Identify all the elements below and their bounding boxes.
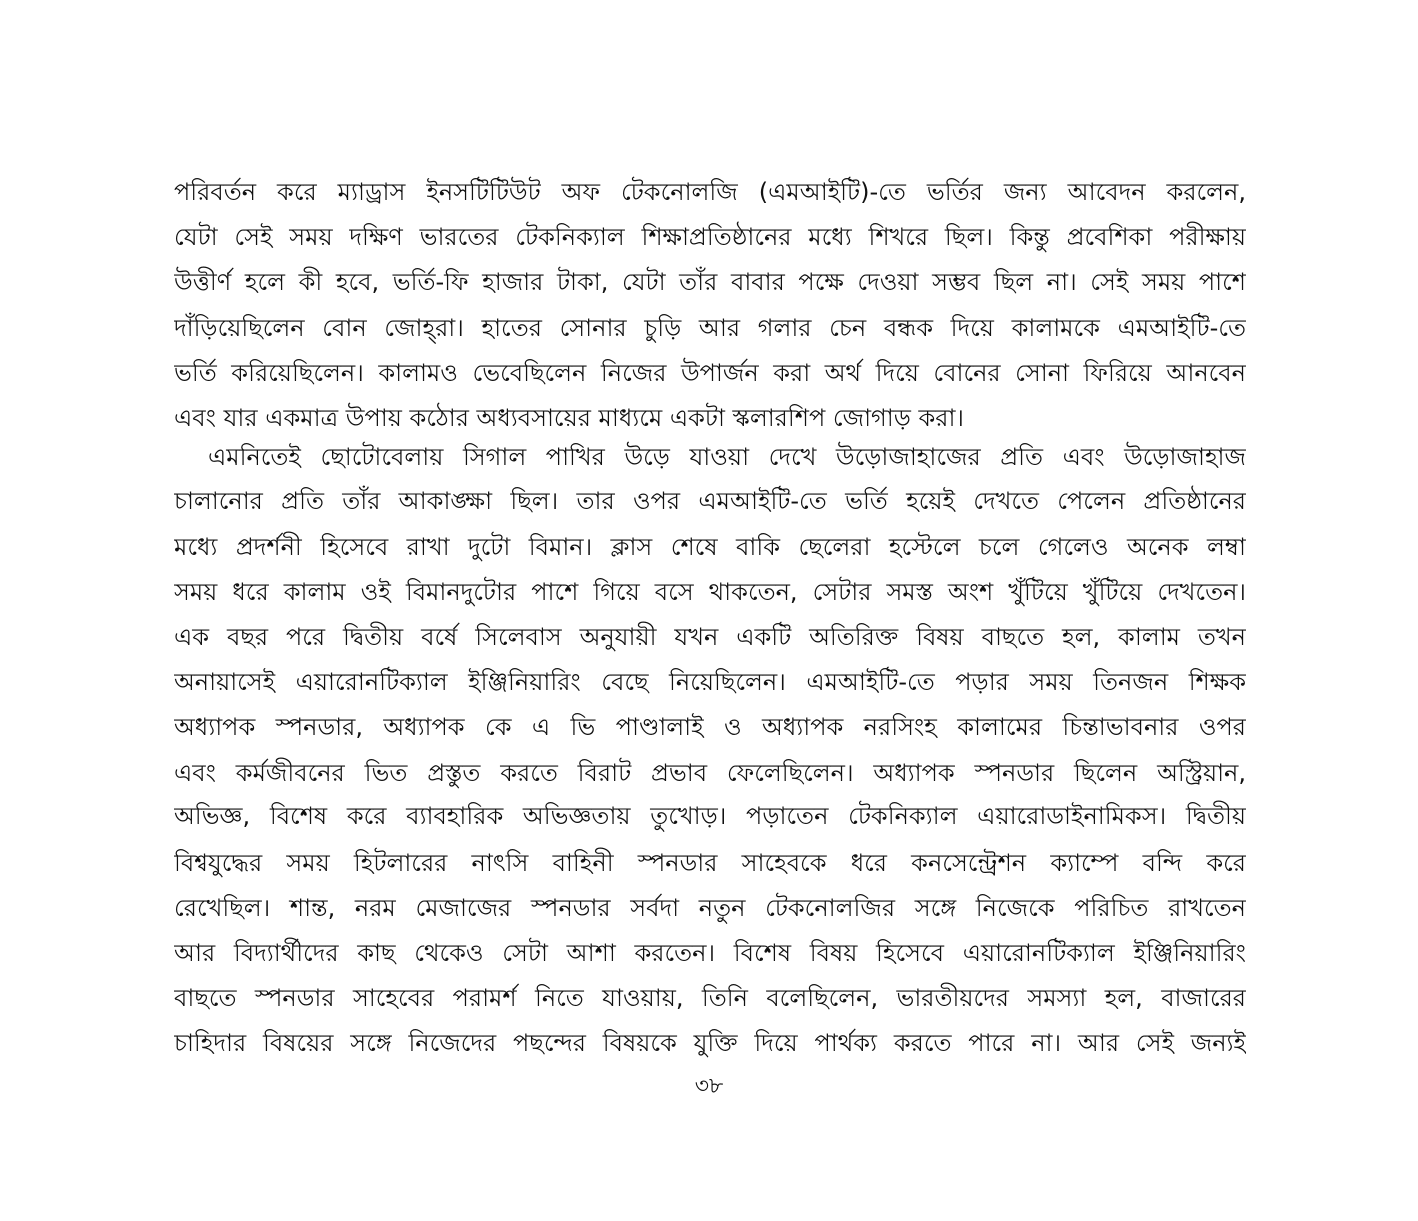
- text-line: অনায়াসেই এয়ারোনটিক্যাল ইঞ্জিনিয়ারিং বেছে নিয়েছিলেন। এমআইটি-তে পড়ার সময় তিনজন শিক্ষক: [174, 668, 1246, 696]
- text-line: ভর্তি করিয়েছিলেন। কালামও ভেবেছিলেন নিজের উপার্জন করা অর্থ দিয়ে বোনের সোনা ফিরিয়ে আনবেন: [174, 359, 1246, 387]
- paragraph-start-line: এমনিতেই ছোটোবেলায় সিগাল পাখির উড়ে যাওয়া দেখে উড়োজাহাজের প্রতি এবং উড়োজাহাজ: [208, 443, 1246, 471]
- text-line: এবং যার একমাত্র উপায় কঠোর অধ্যবসায়ের মাধ্যমে একটা স্কলারশিপ জোগাড় করা।: [174, 404, 965, 432]
- text-line: যেটা সেই সময় দক্ষিণ ভারতের টেকনিক্যাল শিক্ষাপ্রতিষ্ঠানের মধ্যে শিখরে ছিল। কিন্তু প্রবেশিকা পরীক্ষায়: [174, 223, 1246, 251]
- text-line: রেখেছিল। শান্ত, নরম মেজাজের স্পনডার সর্বদা নতুন টেকনোলজির সঙ্গে নিজেকে পরিচিত রাখতেন: [174, 894, 1246, 922]
- text-line: উত্তীর্ণ হলে কী হবে, ভর্তি-ফি হাজার টাকা, যেটা তাঁর বাবার পক্ষে দেওয়া সম্ভব ছিল না। সেই সময় পাশে: [174, 268, 1246, 296]
- text-line: পরিবর্তন করে ম্যাড্রাস ইনসটিটিউট অফ টেকনোলজি (এমআইটি)-তে ভর্তির জন্য আবেদন করলেন,: [174, 178, 1246, 206]
- page-number: ৩৮: [694, 1074, 724, 1099]
- text-line: চাহিদার বিষয়ের সঙ্গে নিজেদের পছন্দের বিষয়কে যুক্তি দিয়ে পার্থক্য করতে পারে না। আর সেই জন্যই: [174, 1029, 1246, 1057]
- text-line: দাঁড়িয়েছিলেন বোন জোহ্‌রা। হাতের সোনার চুড়ি আর গলার চেন বন্ধক দিয়ে কালামকে এমআইটি-তে: [174, 314, 1246, 342]
- text-line: এবং কর্মজীবনের ভিত প্রস্তুত করতে বিরাট প্রভাব ফেলেছিলেন। অধ্যাপক স্পনডার ছিলেন অস্ট্রিয়ান,: [174, 759, 1246, 787]
- text-line: চালানোর প্রতি তাঁর আকাঙ্ক্ষা ছিল। তার ওপর এমআইটি-তে ভর্তি হয়েই দেখতে পেলেন প্রতিষ্ঠানের: [174, 487, 1246, 515]
- text-line: অভিজ্ঞ, বিশেষ করে ব্যাবহারিক অভিজ্ঞতায় তুখোড়। পড়াতেন টেকনিক্যাল এয়ারোডাইনামিকস। দ্বিতীয়: [174, 802, 1246, 830]
- text-line: এক বছর পরে দ্বিতীয় বর্ষে সিলেবাস অনুযায়ী যখন একটি অতিরিক্ত বিষয় বাছতে হল, কালাম তখন: [174, 623, 1246, 651]
- text-line: বিশ্বযুদ্ধের সময় হিটলারের নাৎসি বাহিনী স্পনডার সাহেবকে ধরে কনসেন্ট্রেশন ক্যাম্পে বন্দি করে: [174, 849, 1246, 877]
- text-line: অধ্যাপক স্পনডার, অধ্যাপক কে এ ভি পাণ্ডালাই ও অধ্যাপক নরসিংহ কালামের চিন্তাভাবনার ওপর: [174, 713, 1246, 741]
- text-line: সময় ধরে কালাম ওই বিমানদুটোর পাশে গিয়ে বসে থাকতেন, সেটার সমস্ত অংশ খুঁটিয়ে খুঁটিয়ে দেখতেন।: [174, 578, 1246, 606]
- text-line: মধ্যে প্রদর্শনী হিসেবে রাখা দুটো বিমান। ক্লাস শেষে বাকি ছেলেরা হস্টেলে চলে গেলেও অনেক লম্বা: [174, 533, 1246, 561]
- text-line: বাছতে স্পনডার সাহেবের পরামর্শ নিতে যাওয়ায়, তিনি বলেছিলেন, ভারতীয়দের সমস্যা হল, বাজারের: [174, 984, 1246, 1012]
- text-line: আর বিদ্যার্থীদের কাছ থেকেও সেটা আশা করতেন। বিশেষ বিষয় হিসেবে এয়ারোনটিক্যাল ইঞ্জিনিয়ারিং: [174, 939, 1246, 967]
